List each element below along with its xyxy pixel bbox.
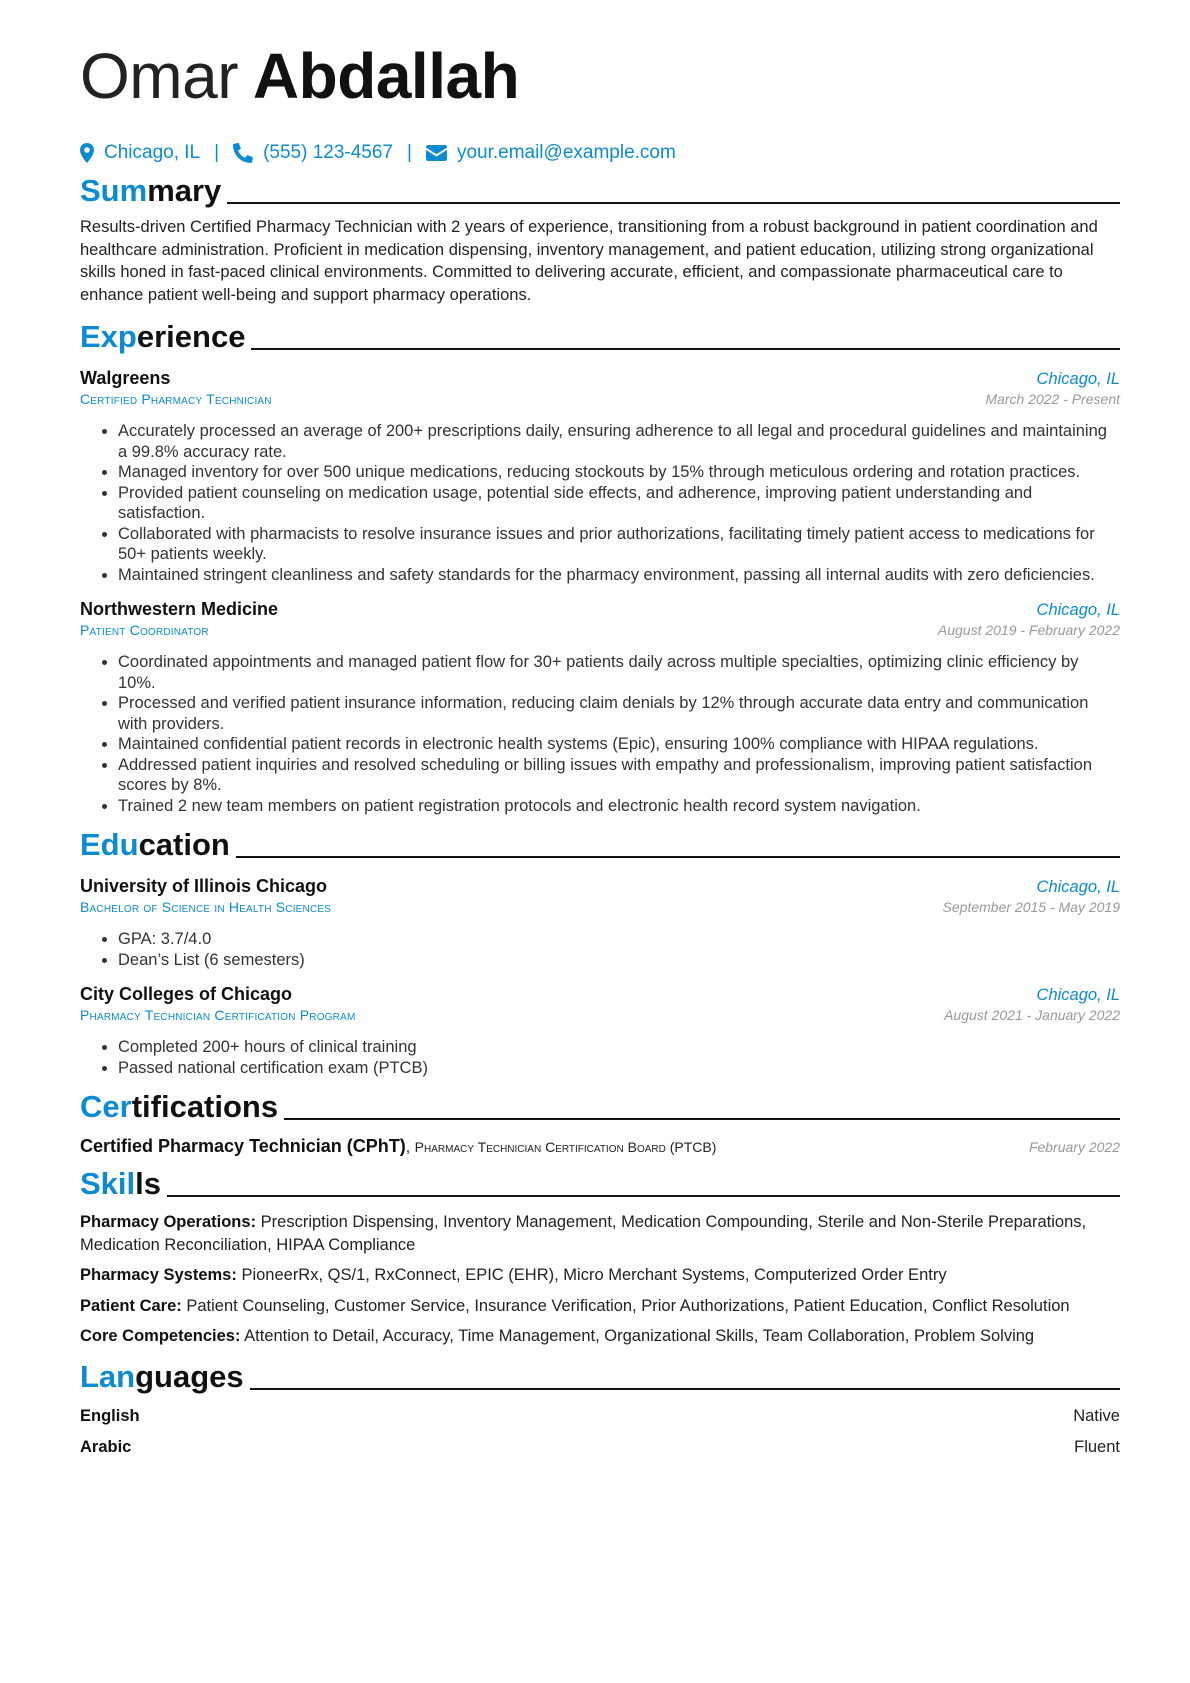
entry-location: Chicago, IL — [1036, 601, 1120, 619]
section-title-rest: tifications — [131, 1089, 279, 1124]
list-item: • Collaborated with pharmacists to resolve insurance issues and prior authorizations, facilitating timely patient access to medications for 50+ patients weekly. — [118, 524, 1120, 565]
language-row — [80, 1405, 1120, 1427]
skill-value: Attention to Detail, Accuracy, Time Management, Organizational Skills, Team Collaboration, Problem Solving — [244, 1327, 1035, 1345]
resume-page — [80, 36, 1120, 1458]
certification-issuer: Pharmacy Technician Certification Board (PTCB) — [414, 1139, 717, 1155]
section-title — [80, 1358, 244, 1396]
list-item: • Managed inventory for over 500 unique medications, reducing stockouts by 15% through meticulous ordering and rotation practices. — [118, 462, 1120, 483]
languages-heading — [80, 1358, 1120, 1396]
section-title-rest: guages — [135, 1358, 244, 1394]
certification-comma: , — [405, 1139, 411, 1156]
map-pin-icon — [80, 143, 94, 163]
experience-entry — [80, 368, 1120, 585]
entry-dates: March 2022 - Present — [985, 391, 1120, 407]
job-title: Certified Pharmacy Technician — [80, 391, 272, 407]
list-item: • Completed 200+ hours of clinical training — [118, 1037, 1120, 1058]
skill-row — [80, 1325, 1120, 1348]
section-title — [80, 1088, 278, 1126]
language-name: English — [80, 1406, 140, 1425]
skill-label: Pharmacy Systems: — [80, 1266, 237, 1284]
language-level: Native — [1073, 1406, 1120, 1425]
skill-value: PioneerRx, QS/1, RxConnect, EPIC (EHR), Micro Merchant Systems, Computerized Order Entry — [241, 1266, 947, 1284]
employer-name: Walgreens — [80, 368, 171, 388]
contact-separator: | — [407, 142, 412, 163]
achievement-list — [80, 421, 1120, 585]
section-title-accent: Skil — [80, 1166, 136, 1201]
experience-heading — [80, 318, 1120, 356]
employer-name: Northwestern Medicine — [80, 599, 279, 619]
contact-phone[interactable] — [233, 142, 393, 164]
job-title: Patient Coordinator — [80, 622, 209, 638]
section-title-accent: Exp — [80, 319, 137, 354]
certifications-heading — [80, 1088, 1120, 1126]
envelope-icon — [426, 145, 447, 161]
experience-entry — [80, 599, 1120, 816]
section-title — [80, 826, 230, 864]
candidate-name — [80, 36, 1120, 116]
list-item: • Passed national certification exam (PTCB) — [118, 1058, 1120, 1079]
contact-line — [80, 138, 1120, 168]
list-item: • Processed and verified patient insurance information, reducing claim denials by 12% through accurate data entry and communication with providers. — [118, 693, 1120, 734]
section-title — [80, 1165, 161, 1203]
section-rule — [167, 1195, 1120, 1197]
list-item: • Trained 2 new team members on patient registration protocols and electronic health record system navigation. — [118, 796, 1120, 817]
contact-email[interactable] — [426, 142, 676, 164]
program-title: Pharmacy Technician Certification Program — [80, 1007, 356, 1023]
skill-row — [80, 1264, 1120, 1287]
contact-location — [80, 142, 200, 164]
certification-date: February 2022 — [1028, 1139, 1120, 1155]
phone-text: (555) 123-4567 — [263, 142, 393, 163]
email-link[interactable]: your.email@example.com — [456, 142, 676, 163]
section-title-accent: Cer — [80, 1089, 132, 1124]
section-title-accent: Edu — [80, 827, 139, 862]
list-item: • Provided patient counseling on medication usage, potential side effects, and adherence, improving patient understanding and satisfaction. — [118, 483, 1120, 524]
section-title-accent: Lan — [80, 1358, 136, 1394]
skill-label: Pharmacy Operations: — [80, 1213, 257, 1231]
last-name: Abdallah — [252, 40, 520, 112]
language-row — [80, 1436, 1120, 1458]
section-title-rest: erience — [136, 319, 246, 354]
list-item: • Dean’s List (6 semesters) — [118, 950, 1120, 971]
skill-label: Patient Care: — [80, 1296, 182, 1315]
location-text: Chicago, IL — [104, 142, 201, 163]
list-item: • Addressed patient inquiries and resolved scheduling or billing issues with empathy and professionalism, improving patient satisfaction scores by 8%. — [118, 755, 1120, 796]
entry-location: Chicago, IL — [1036, 878, 1120, 896]
skill-row — [80, 1295, 1120, 1318]
education-details — [80, 929, 1120, 970]
section-rule — [251, 348, 1120, 350]
certification-name: Certified Pharmacy Technician (CPhT) — [80, 1136, 406, 1156]
section-title-rest: cation — [138, 827, 230, 862]
summary-text: Results-driven Certified Pharmacy Technician with 2 years of experience, transitioning from a robust background in patient coordination and healthcare administration. Proficient in medication dispensing, inventory management, and patient education, utilizing strong organizational skills honed in fast-paced clinical environments. Committed to delivering accurate, efficient, and compassionate pharmaceutical care to enhance patient well-being and support pharmacy operations. — [80, 218, 1098, 304]
entry-dates: August 2021 - January 2022 — [944, 1007, 1120, 1023]
section-rule — [227, 202, 1120, 204]
list-item: • Maintained confidential patient records in electronic health systems (Epic), ensuring 100% compliance with HIPAA regulations. — [118, 734, 1120, 755]
phone-icon — [233, 143, 253, 163]
education-entry — [80, 984, 1120, 1078]
school-name: University of Illinois Chicago — [80, 876, 328, 896]
section-rule — [250, 1388, 1120, 1390]
section-rule — [236, 856, 1120, 858]
entry-location: Chicago, IL — [1036, 986, 1120, 1004]
skill-value: Patient Counseling, Customer Service, Insurance Verification, Prior Authorizations, Patient Education, Conflict Resolution — [186, 1296, 1070, 1315]
list-item: • Accurately processed an average of 200+ prescriptions daily, ensuring adherence to all legal and procedural guidelines and maintaining a 99.8% accuracy rate. — [118, 421, 1120, 462]
entry-dates: September 2015 - May 2019 — [942, 899, 1120, 915]
education-details — [80, 1037, 1120, 1078]
section-title-rest: mary — [147, 173, 222, 208]
education-heading — [80, 826, 1120, 864]
entry-location: Chicago, IL — [1036, 370, 1120, 388]
summary-heading — [80, 172, 1120, 210]
language-level: Fluent — [1074, 1437, 1120, 1456]
skill-row — [80, 1211, 1120, 1256]
section-title-accent: Sum — [80, 173, 148, 208]
section-title — [80, 318, 245, 356]
school-name: City Colleges of Chicago — [80, 984, 293, 1004]
list-item: • GPA: 3.7/4.0 — [118, 929, 1120, 950]
language-name: Arabic — [80, 1437, 132, 1456]
degree-title: Bachelor of Science in Health Sciences — [80, 899, 332, 915]
education-entry — [80, 876, 1120, 970]
list-item: • Coordinated appointments and managed patient flow for 30+ patients daily across multiple specialties, optimizing clinic efficiency by 10%. — [118, 652, 1120, 693]
entry-dates: August 2019 - February 2022 — [937, 622, 1120, 638]
contact-separator: | — [214, 142, 220, 163]
achievement-list — [80, 652, 1120, 816]
skill-value: Prescription Dispensing, Inventory Management, Medication Compounding, Sterile and Non-Sterile Preparations, Medication Reconciliation, HIPAA Compliance — [80, 1213, 1087, 1254]
section-title-rest: ls — [135, 1166, 162, 1201]
skill-label: Core Competencies: — [80, 1327, 241, 1345]
list-item: • Maintained stringent cleanliness and safety standards for the pharmacy environment, passing all internal audits with zero deficiencies. — [118, 565, 1120, 586]
skills-heading — [80, 1165, 1120, 1203]
certification-entry — [80, 1136, 1120, 1157]
section-rule — [284, 1118, 1120, 1120]
section-title — [80, 172, 221, 210]
first-name: Omar — [80, 40, 238, 112]
